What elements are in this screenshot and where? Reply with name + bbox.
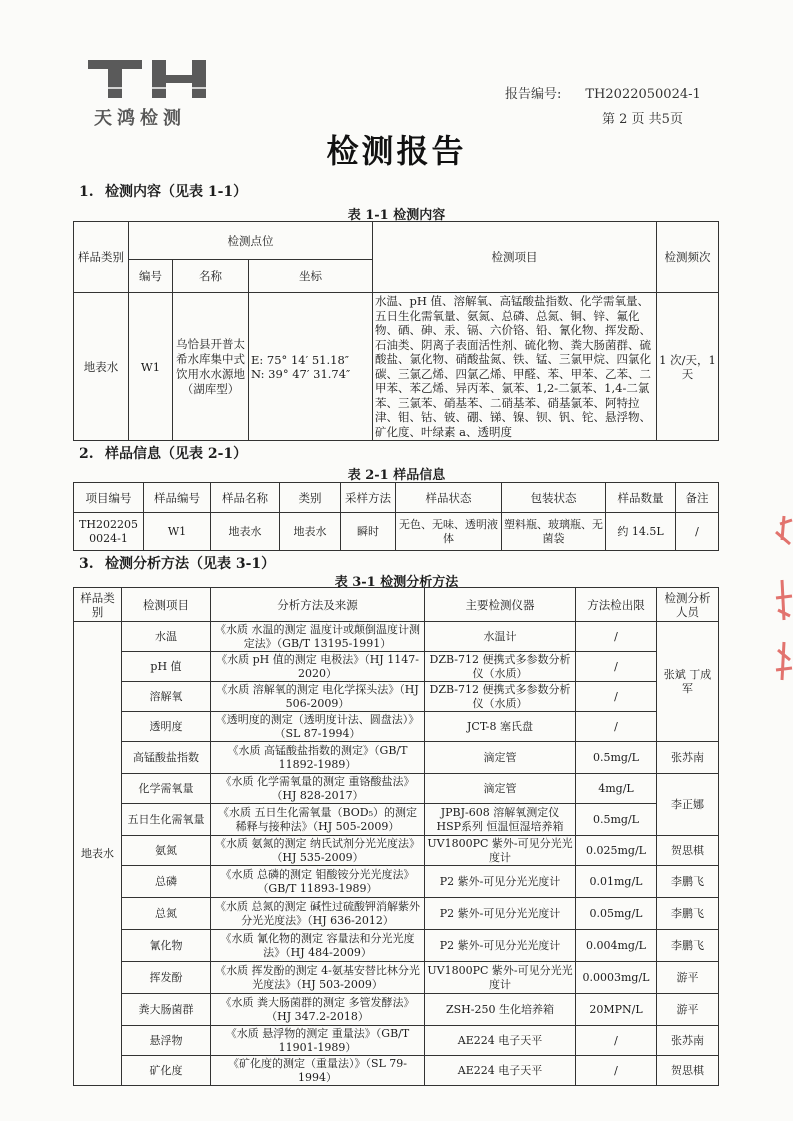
- cell-method: 《水质 悬浮物的测定 重量法》（GB/T 11901-1989）: [211, 1026, 425, 1056]
- section-number: 3.: [79, 556, 94, 572]
- cell-item: pH 值: [122, 652, 211, 682]
- cell-item: 化学需氧量: [122, 774, 211, 804]
- header-detection-point: 检测点位: [129, 222, 373, 260]
- cell-method: 《水质 氨氮的测定 纳氏试剂分光光度法》（HJ 535-2009）: [211, 836, 425, 866]
- th-logo-icon: [86, 58, 216, 100]
- table-row: [74, 652, 719, 682]
- cell-sampling-method: 瞬时: [341, 513, 396, 551]
- cell-method: 《水质 挥发酚的测定 4-氨基安替比林分光光度法》（HJ 503-2009）: [211, 962, 425, 994]
- cell-item: 水温: [122, 622, 211, 652]
- cell-method: 《透明度的测定（透明度计法、圆盘法）》（SL 87-1994）: [211, 712, 425, 742]
- cell-analyst: 游平: [657, 994, 719, 1026]
- table-row: [74, 962, 719, 994]
- cell-sample-type: 地表水: [74, 622, 122, 1086]
- header-analyst: 检测分析人员: [657, 588, 719, 622]
- sample-info-table: [73, 482, 719, 551]
- cell-project-no: TH2022050024-1: [74, 513, 144, 551]
- cell-item: 氨氮: [122, 836, 211, 866]
- header-instrument: 主要检测仪器: [425, 588, 576, 622]
- cell-item: 总磷: [122, 866, 211, 898]
- cell-analyst: 李正娜: [657, 774, 719, 836]
- cell-instrument: JPBJ-608 溶解氧测定仪 HSP系列 恒温恒湿培养箱: [425, 804, 576, 836]
- cell-limit: 0.004mg/L: [576, 930, 657, 962]
- cell-item: 五日生化需氧量: [122, 804, 211, 836]
- cell-instrument: UV1800PC 紫外-可见分光光度计: [425, 836, 576, 866]
- cell-code: W1: [129, 293, 173, 441]
- cell-limit: 0.01mg/L: [576, 866, 657, 898]
- cell-instrument: AE224 电子天平: [425, 1026, 576, 1056]
- cell-item: 悬浮物: [122, 1026, 211, 1056]
- header-sample-name: 样品名称: [211, 483, 280, 513]
- logo-text: 天鸿检测: [94, 108, 186, 129]
- cell-method: 《水质 粪大肠菌群的测定 多管发酵法》（HJ 347.2-2018）: [211, 994, 425, 1026]
- header-sample-type: 样品类别: [74, 588, 122, 622]
- cell-instrument: ZSH-250 生化培养箱: [425, 994, 576, 1026]
- cell-sample-name: 地表水: [211, 513, 280, 551]
- header-project-no: 项目编号: [74, 483, 144, 513]
- cell-limit: 0.5mg/L: [576, 804, 657, 836]
- cell-method: 《水质 溶解氧的测定 电化学探头法》（HJ 506-2009）: [211, 682, 425, 712]
- section-title: 检测内容（见表 1-1）: [105, 184, 248, 200]
- header-quantity: 样品数量: [606, 483, 676, 513]
- table-row: [74, 513, 719, 551]
- cell-quantity: 约 14.5L: [606, 513, 676, 551]
- cell-analyst: 游平: [657, 962, 719, 994]
- table-3-1-caption: 表 3-1 检测分析方法: [334, 575, 459, 590]
- table-row: [74, 293, 719, 441]
- cell-analyst: 李鹏飞: [657, 898, 719, 930]
- cell-instrument: DZB-712 便携式多参数分析仪（水质）: [425, 652, 576, 682]
- table-row: [74, 994, 719, 1026]
- header-packaging: 包装状态: [502, 483, 606, 513]
- section-number: 2.: [79, 446, 94, 462]
- coordinate-east: E: 75° 14′ 51.18″: [251, 352, 350, 367]
- cell-frequency: 1 次/天，1天: [657, 293, 719, 441]
- cell-limit: 20MPN/L: [576, 994, 657, 1026]
- cell-method: 《水质 化学需氧量的测定 重铬酸盐法》（HJ 828-2017）: [211, 774, 425, 804]
- section-3-heading: [79, 553, 275, 573]
- cell-analyst: 张斌 丁成军: [657, 622, 719, 742]
- cell-sample-no: W1: [144, 513, 211, 551]
- header-coordinates: 坐标: [249, 260, 373, 293]
- page-info: 第 2 页 共5页: [602, 112, 683, 127]
- cell-instrument: 滴定管: [425, 742, 576, 774]
- section-title: 样品信息（见表 2-1）: [105, 446, 248, 462]
- cell-point-name: 乌恰县开普太希水库集中式饮用水水源地（湖库型）: [173, 293, 249, 441]
- section-1-heading: [79, 181, 247, 201]
- cell-sample-state: 无色、无味、透明液体: [396, 513, 502, 551]
- report-number-value: TH2022050024-1: [585, 87, 701, 102]
- cell-analyst: 李鹏飞: [657, 866, 719, 898]
- section-2-heading: [79, 443, 247, 463]
- cell-sample-type: 地表水: [74, 293, 129, 441]
- table-row: [74, 622, 719, 652]
- cell-limit: 0.5mg/L: [576, 742, 657, 774]
- section-title: 检测分析方法（见表 3-1）: [105, 556, 276, 572]
- table-row: [74, 898, 719, 930]
- table-row: [74, 682, 719, 712]
- cell-method: 《水质 氰化物的测定 容量法和分光光度法》（HJ 484-2009）: [211, 930, 425, 962]
- header-sample-type: 样品类别: [74, 222, 129, 293]
- table-row: [74, 742, 719, 774]
- cell-packaging: 塑料瓶、玻璃瓶、无菌袋: [502, 513, 606, 551]
- cell-remarks: /: [676, 513, 719, 551]
- cell-instrument: JCT-8 塞氏盘: [425, 712, 576, 742]
- cell-method: 《矿化度的测定（重量法）》（SL 79-1994）: [211, 1056, 425, 1086]
- cell-method: 《水质 五日生化需氧量（BOD₅）的测定 稀释与接种法》（HJ 505-2009）: [211, 804, 425, 836]
- cell-method: 《水质 水温的测定 温度计或颠倒温度计测定法》（GB/T 13195-1991）: [211, 622, 425, 652]
- cell-instrument: DZB-712 便携式多参数分析仪（水质）: [425, 682, 576, 712]
- cell-analyst: 张苏南: [657, 1026, 719, 1056]
- header-sampling-method: 采样方法: [341, 483, 396, 513]
- cell-item: 高锰酸盐指数: [122, 742, 211, 774]
- header-name: 名称: [173, 260, 249, 293]
- table-row: [74, 804, 719, 836]
- table-1-1-caption: 表 1-1 检测内容: [347, 208, 446, 223]
- coordinate-north: N: 39° 47′ 31.74″: [251, 366, 351, 381]
- cell-limit: /: [576, 1056, 657, 1086]
- cell-instrument: AE224 电子天平: [425, 1056, 576, 1086]
- header-limit: 方法检出限: [576, 588, 657, 622]
- header-remarks: 备注: [676, 483, 719, 513]
- cell-item: 挥发酚: [122, 962, 211, 994]
- cell-item: 透明度: [122, 712, 211, 742]
- table-row: [74, 866, 719, 898]
- cell-analyst: 张苏南: [657, 742, 719, 774]
- cell-method: 《水质 pH 值的测定 电极法》（HJ 1147-2020）: [211, 652, 425, 682]
- cell-limit: /: [576, 712, 657, 742]
- header-detection-items: 检测项目: [373, 222, 657, 293]
- table-row: [74, 1026, 719, 1056]
- header-sample-no: 样品编号: [144, 483, 211, 513]
- table-2-1-caption: 表 2-1 样品信息: [347, 468, 446, 483]
- cell-analyst: 贺思棋: [657, 836, 719, 866]
- header-code: 编号: [129, 260, 173, 293]
- cell-limit: /: [576, 622, 657, 652]
- table-row: [74, 712, 719, 742]
- table-row: [74, 1056, 719, 1086]
- header-sample-state: 样品状态: [396, 483, 502, 513]
- page-title: 检测报告: [326, 132, 467, 170]
- cell-limit: /: [576, 682, 657, 712]
- cell-limit: 0.05mg/L: [576, 898, 657, 930]
- table-row: [74, 836, 719, 866]
- header-category: 类别: [280, 483, 341, 513]
- cell-item: 矿化度: [122, 1056, 211, 1086]
- cell-instrument: P2 紫外-可见分光光度计: [425, 930, 576, 962]
- report-number-label: 报告编号:: [505, 87, 562, 102]
- table-row: [74, 774, 719, 804]
- analysis-method-table: [73, 587, 719, 1086]
- header-item: 检测项目: [122, 588, 211, 622]
- cell-item: 粪大肠菌群: [122, 994, 211, 1026]
- cell-method: 《水质 总氮的测定 碱性过硫酸钾消解紫外分光光度法》（HJ 636-2012）: [211, 898, 425, 930]
- cell-item: 氰化物: [122, 930, 211, 962]
- report-number: [505, 83, 701, 102]
- cell-instrument: P2 紫外-可见分光光度计: [425, 866, 576, 898]
- cell-method: 《水质 总磷的测定 钼酸铵分光光度法》（GB/T 11893-1989）: [211, 866, 425, 898]
- cell-limit: 4mg/L: [576, 774, 657, 804]
- cell-analyst: 贺思棋: [657, 1056, 719, 1086]
- company-logo: [86, 58, 216, 129]
- cell-coordinates: [249, 293, 373, 441]
- cell-category: 地表水: [280, 513, 341, 551]
- cell-limit: /: [576, 1026, 657, 1056]
- detection-content-table: [73, 221, 719, 441]
- cell-limit: 0.025mg/L: [576, 836, 657, 866]
- cell-instrument: P2 紫外-可见分光光度计: [425, 898, 576, 930]
- cell-limit: /: [576, 652, 657, 682]
- cell-limit: 0.0003mg/L: [576, 962, 657, 994]
- seal-stamp-icon: [770, 510, 793, 690]
- cell-method: 《水质 高锰酸盐指数的测定》（GB/T 11892-1989）: [211, 742, 425, 774]
- section-number: 1.: [79, 184, 94, 200]
- cell-instrument: UV1800PC 紫外-可见分光光度计: [425, 962, 576, 994]
- cell-item: 溶解氧: [122, 682, 211, 712]
- cell-instrument: 水温计: [425, 622, 576, 652]
- cell-instrument: 滴定管: [425, 774, 576, 804]
- cell-item: 总氮: [122, 898, 211, 930]
- header-method: 分析方法及来源: [211, 588, 425, 622]
- cell-detection-items: 水温、pH 值、溶解氧、高锰酸盐指数、化学需氧量、五日生化需氧量、氨氮、总磷、总氮、铜、锌、氟化物、硒、砷、汞、镉、六价铬、铅、氰化物、挥发酚、石油类、阴离子表面活性剂、硫化物、粪大肠菌群、硫酸盐、氯化物、硝酸盐氮、铁、锰、三氯甲烷、四氯化碳、三氯乙烯、四氯乙烯、甲醛、苯、甲苯、乙苯、二甲苯、苯乙烯、异丙苯、氯苯、1,2-二氯苯、1,4-二氯苯、三氯苯、硝基苯、二硝基苯、硝基氯苯、阿特拉津、钼、钴、铍、硼、锑、镍、钡、钒、铊、悬浮物、矿化度、叶绿素 a、透明度: [373, 293, 657, 441]
- table-row: [74, 930, 719, 962]
- header-frequency: 检测频次: [657, 222, 719, 293]
- cell-analyst: 李鹏飞: [657, 930, 719, 962]
